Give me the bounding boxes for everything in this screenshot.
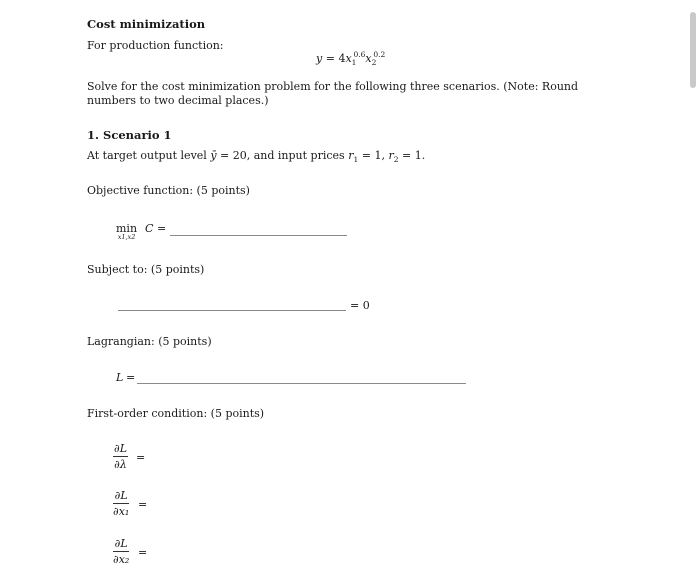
min-subscript: x1,x2 [117,233,136,241]
foc-x2-numerator: ∂L [114,537,128,550]
foc-x2-denominator: ∂x₂ [113,553,130,566]
scenario-r1-value: = 1, [358,149,389,162]
objective-variable: C [145,222,154,235]
scenario-r2-value: = 1. [398,149,426,162]
foc-lambda-denominator: ∂λ [114,458,127,471]
foc-lambda-fraction [113,442,128,471]
pf-x2: x [365,52,372,65]
foc-x2-equals: = [138,546,148,559]
pf-x2-exp: 0.2 [373,50,386,60]
objective-label: Objective function: (5 points) [87,184,250,197]
constraint-answer-blank[interactable] [118,310,346,311]
scrollbar[interactable] [690,12,696,88]
scenario-desc-prefix: At target output level [87,149,211,162]
page-title: Cost minimization [87,17,206,31]
instructions-text: Solve for the cost minimization problem for the following three scenarios. (Note: Round numbers to two decimal places.) [87,80,579,107]
lagrangian-answer-blank[interactable] [137,383,466,384]
scenario-ybar-value: = 20, and input prices [216,149,349,162]
scenario-r2: r [388,149,394,162]
foc-x1-denominator: ∂x₁ [113,505,130,518]
intro-text: For production function: [87,39,224,52]
pf-lhs: y [316,52,323,65]
foc-x1-numerator: ∂L [114,489,128,502]
pf-x1-sub: 1 [351,58,357,68]
scenario-r1: r [348,149,354,162]
pf-x2-sub: 2 [371,58,377,68]
pf-x1-exp: 0.6 [353,50,366,60]
foc-x1-fraction [113,489,129,518]
objective-equals: = [157,222,167,235]
foc-lambda-numerator: ∂L [114,442,127,455]
objective-answer-blank[interactable] [170,235,347,236]
foc-lambda-equals: = [136,451,146,464]
scenario-r1-sub: 1 [353,155,359,165]
pf-x1: x [345,52,352,65]
lagrangian-label: Lagrangian: (5 points) [87,335,212,348]
foc-x1-equals: = [138,498,148,511]
objective-min [116,222,137,241]
pf-eq: = [325,52,335,65]
pf-coef: 4 [338,52,346,65]
min-operator: min [116,222,138,235]
lagrangian-variable: L [116,371,124,384]
scenario-ybar: ȳ [210,149,217,162]
foc-x2-fraction [113,537,129,566]
subject-to-label: Subject to: (5 points) [87,263,205,276]
foc-label: First-order condition: (5 points) [87,407,265,420]
scenario-description [87,149,426,165]
lagrangian-equals: = [126,371,136,384]
constraint-rhs: = 0 [350,299,370,312]
scenario-r2-sub: 2 [393,155,399,165]
scenario-heading: 1. Scenario 1 [87,128,172,142]
production-function [316,50,386,68]
